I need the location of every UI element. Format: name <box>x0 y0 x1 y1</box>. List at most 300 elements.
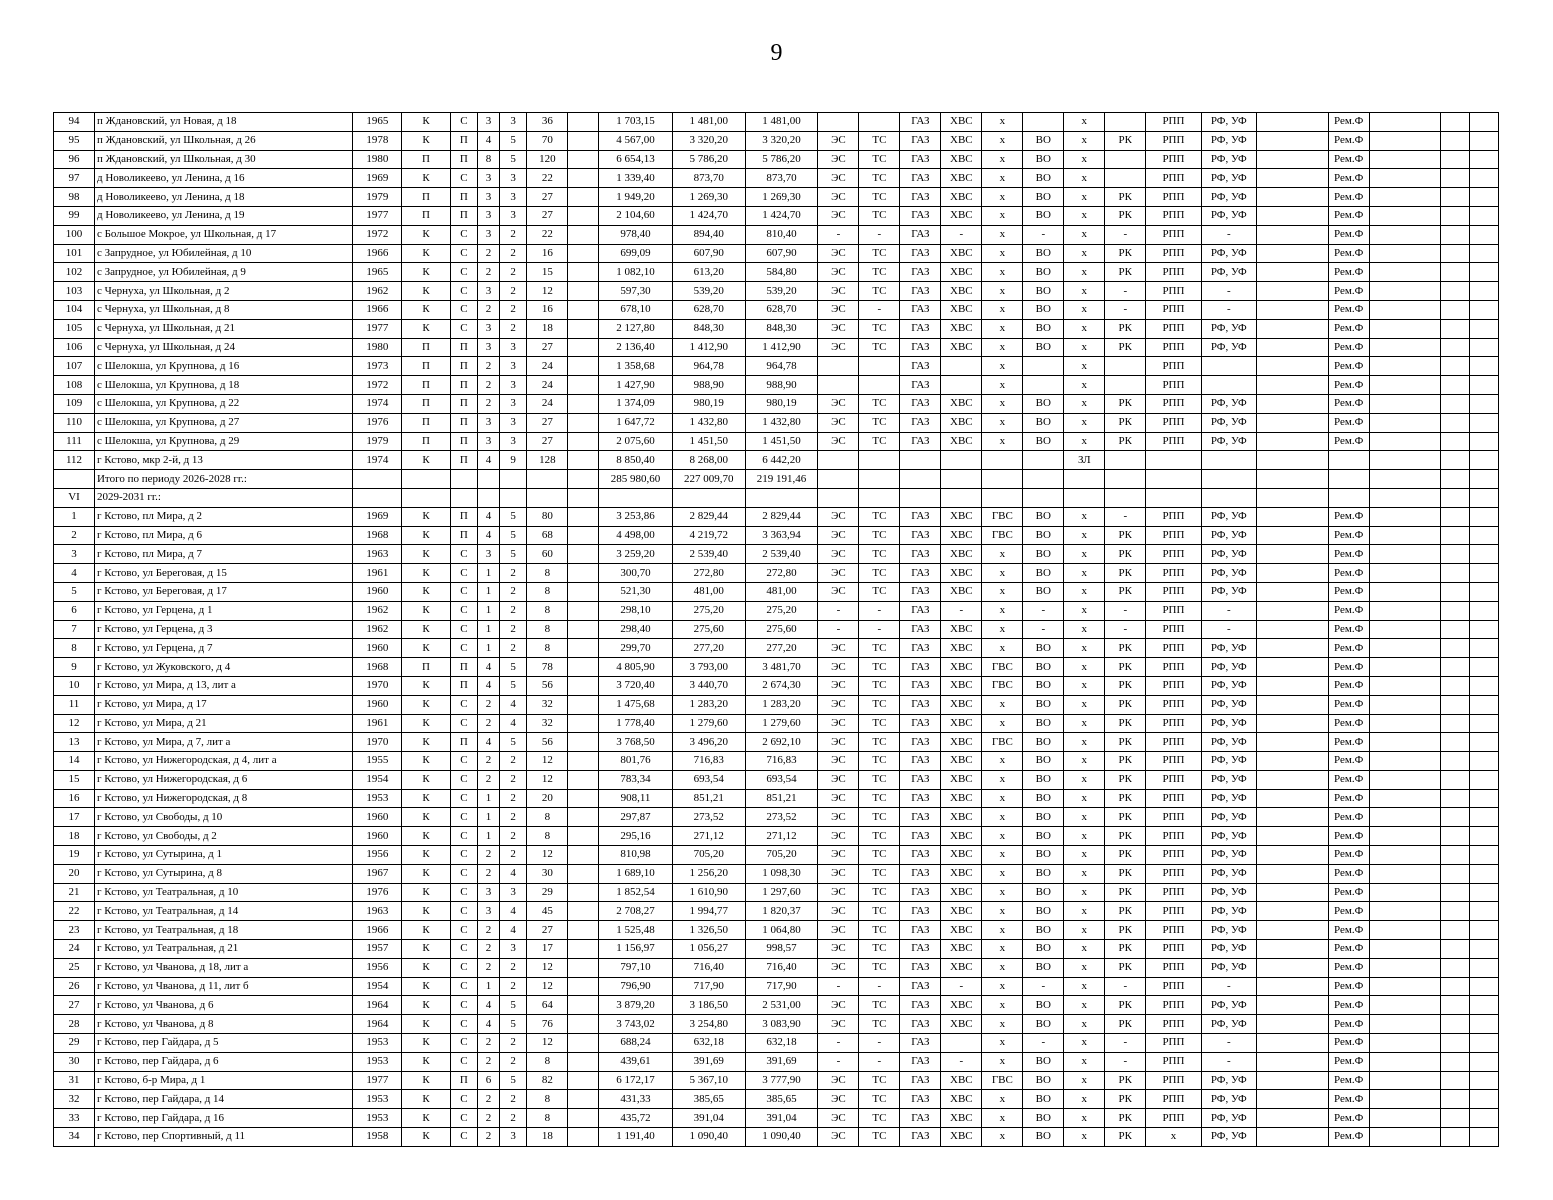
table-cell: х <box>982 827 1023 846</box>
table-row <box>54 770 1499 789</box>
table-cell <box>1369 846 1441 865</box>
table-cell: ГАЗ <box>900 1015 941 1034</box>
table-cell <box>1201 470 1256 489</box>
table-cell <box>1369 451 1441 470</box>
table-cell <box>568 770 599 789</box>
table-cell <box>568 789 599 808</box>
table-cell: П <box>450 150 478 169</box>
table-cell: ЭС <box>818 244 859 263</box>
table-cell: РФ, УФ <box>1201 958 1256 977</box>
table-cell: 3 <box>499 1128 527 1147</box>
table-cell: РПП <box>1146 338 1201 357</box>
table-cell: 391,69 <box>672 1052 745 1071</box>
table-cell: 2 <box>478 1128 500 1147</box>
table-cell <box>1256 1015 1328 1034</box>
table-cell <box>1369 131 1441 150</box>
table-cell: РПП <box>1146 1034 1201 1053</box>
table-cell <box>1146 488 1201 507</box>
table-cell <box>1369 394 1441 413</box>
table-cell: 277,20 <box>745 639 818 658</box>
table-cell: 1979 <box>353 432 402 451</box>
table-cell <box>1470 150 1499 169</box>
table-cell <box>1441 582 1470 601</box>
table-cell: ГАЗ <box>900 902 941 921</box>
table-cell: 693,54 <box>745 770 818 789</box>
table-cell: ВО <box>1023 1109 1064 1128</box>
table-cell: РФ, УФ <box>1201 770 1256 789</box>
row-number-cell: 18 <box>54 827 95 846</box>
table-cell <box>1256 488 1328 507</box>
row-number-cell: 13 <box>54 733 95 752</box>
table-cell <box>1369 1052 1441 1071</box>
table-cell: ВО <box>1023 789 1064 808</box>
table-cell: 2 <box>478 1090 500 1109</box>
table-cell: х <box>1064 1034 1105 1053</box>
table-cell: ГАЗ <box>900 225 941 244</box>
table-cell <box>1369 225 1441 244</box>
table-cell: Рем.Ф <box>1328 639 1369 658</box>
table-cell: С <box>450 225 478 244</box>
table-cell: К <box>402 770 450 789</box>
table-cell: 2 <box>499 300 527 319</box>
table-cell: ВО <box>1023 940 1064 959</box>
table-cell: ТС <box>859 864 900 883</box>
table-cell: 8 <box>527 1052 568 1071</box>
table-cell: ГАЗ <box>900 564 941 583</box>
table-cell: х <box>982 1090 1023 1109</box>
table-cell: РФ, УФ <box>1201 545 1256 564</box>
table-cell: ХВС <box>941 695 982 714</box>
table-cell: 3 320,20 <box>745 131 818 150</box>
table-cell <box>568 752 599 771</box>
row-number-cell: 11 <box>54 695 95 714</box>
row-number-cell: 99 <box>54 206 95 225</box>
table-cell: 2 <box>499 789 527 808</box>
table-cell: ГАЗ <box>900 244 941 263</box>
table-cell: ТС <box>859 545 900 564</box>
row-number-cell: 109 <box>54 394 95 413</box>
table-row <box>54 733 1499 752</box>
table-cell: К <box>402 169 450 188</box>
address-cell: г Кстово, ул Береговая, д 17 <box>94 582 352 601</box>
address-cell: г Кстово, ул Театральная, д 14 <box>94 902 352 921</box>
table-cell <box>1369 319 1441 338</box>
table-cell <box>1256 808 1328 827</box>
table-cell: Рем.Ф <box>1328 169 1369 188</box>
table-cell: х <box>1146 1128 1201 1147</box>
table-cell: ТС <box>859 526 900 545</box>
table-cell: 1964 <box>353 996 402 1015</box>
table-cell <box>1470 752 1499 771</box>
table-cell <box>1470 206 1499 225</box>
table-cell: х <box>982 996 1023 1015</box>
table-cell <box>941 1034 982 1053</box>
table-cell: ТС <box>859 263 900 282</box>
address-cell: г Кстово, ул Нижегородская, д 8 <box>94 789 352 808</box>
table-cell: ТС <box>859 940 900 959</box>
table-cell: ВО <box>1023 733 1064 752</box>
table-cell <box>1441 676 1470 695</box>
table-cell <box>1470 1090 1499 1109</box>
table-cell: Рем.Ф <box>1328 808 1369 827</box>
table-cell <box>1023 470 1064 489</box>
table-cell: х <box>982 620 1023 639</box>
table-cell <box>900 451 941 470</box>
table-cell: 27 <box>527 921 568 940</box>
table-cell: 1962 <box>353 282 402 301</box>
table-cell: х <box>982 282 1023 301</box>
table-cell <box>1369 1015 1441 1034</box>
table-cell: П <box>450 733 478 752</box>
table-cell: 848,30 <box>672 319 745 338</box>
table-cell: - <box>1105 300 1146 319</box>
table-cell: 3 481,70 <box>745 658 818 677</box>
table-cell <box>1256 714 1328 733</box>
table-cell: РК <box>1105 883 1146 902</box>
table-cell: РФ, УФ <box>1201 639 1256 658</box>
table-cell: ХВС <box>941 864 982 883</box>
table-cell <box>527 470 568 489</box>
table-cell <box>1470 319 1499 338</box>
table-cell: х <box>1064 113 1105 132</box>
table-cell: 4 219,72 <box>672 526 745 545</box>
table-cell: ВО <box>1023 526 1064 545</box>
table-cell: 12 <box>527 958 568 977</box>
table-cell: 4 <box>478 733 500 752</box>
table-cell: ХВС <box>941 846 982 865</box>
table-cell: 1953 <box>353 1034 402 1053</box>
table-cell: 3 <box>478 413 500 432</box>
table-cell: х <box>1064 545 1105 564</box>
table-cell: 3 <box>499 357 527 376</box>
table-cell <box>568 488 599 507</box>
table-row <box>54 658 1499 677</box>
table-cell: РПП <box>1146 921 1201 940</box>
table-cell <box>1256 921 1328 940</box>
table-cell: К <box>402 282 450 301</box>
table-cell <box>1470 1128 1499 1147</box>
table-cell: - <box>1105 620 1146 639</box>
table-cell: 24 <box>527 394 568 413</box>
row-number-cell: 14 <box>54 752 95 771</box>
address-cell: г Кстово, ул Театральная, д 18 <box>94 921 352 940</box>
table-cell: 2 <box>499 958 527 977</box>
table-cell: ЭС <box>818 958 859 977</box>
table-cell: х <box>1064 131 1105 150</box>
table-cell: х <box>1064 319 1105 338</box>
table-cell: х <box>982 1128 1023 1147</box>
table-cell <box>1256 300 1328 319</box>
table-cell: П <box>450 413 478 432</box>
table-cell: 2 <box>499 620 527 639</box>
table-cell: 1 949,20 <box>599 188 673 207</box>
table-cell: х <box>1064 658 1105 677</box>
table-cell: 1 326,50 <box>672 921 745 940</box>
table-row <box>54 545 1499 564</box>
table-cell <box>499 470 527 489</box>
table-cell: 3 <box>478 883 500 902</box>
table-cell: х <box>1064 940 1105 959</box>
table-cell: 1 156,97 <box>599 940 673 959</box>
table-cell: 1961 <box>353 714 402 733</box>
table-cell: 3 <box>499 883 527 902</box>
table-cell: ВО <box>1023 1071 1064 1090</box>
table-cell: С <box>450 864 478 883</box>
table-cell <box>1470 470 1499 489</box>
table-cell: П <box>450 394 478 413</box>
table-cell: 597,30 <box>599 282 673 301</box>
table-cell: С <box>450 1034 478 1053</box>
table-cell: 1963 <box>353 902 402 921</box>
table-cell: РПП <box>1146 300 1201 319</box>
address-cell: д Новоликеево, ул Ленина, д 18 <box>94 188 352 207</box>
address-cell: п Ждановский, ул Школьная, д 26 <box>94 131 352 150</box>
table-cell <box>1441 1090 1470 1109</box>
table-cell <box>1441 658 1470 677</box>
table-cell <box>568 244 599 263</box>
table-cell <box>1256 507 1328 526</box>
table-cell: 1 432,80 <box>672 413 745 432</box>
table-cell: 24 <box>527 376 568 395</box>
table-cell: ЭС <box>818 413 859 432</box>
table-cell: х <box>1064 1109 1105 1128</box>
table-cell <box>818 451 859 470</box>
table-cell <box>818 470 859 489</box>
table-cell: Рем.Ф <box>1328 770 1369 789</box>
address-cell: с Чернуха, ул Школьная, д 8 <box>94 300 352 319</box>
table-cell: РПП <box>1146 188 1201 207</box>
table-cell: 851,21 <box>672 789 745 808</box>
table-cell: К <box>402 319 450 338</box>
table-cell: П <box>402 206 450 225</box>
table-cell: ХВС <box>941 883 982 902</box>
table-cell: ЭС <box>818 394 859 413</box>
table-cell: ХВС <box>941 658 982 677</box>
table-cell: х <box>982 188 1023 207</box>
table-cell <box>568 977 599 996</box>
table-cell <box>568 263 599 282</box>
table-cell: 894,40 <box>672 225 745 244</box>
table-cell: 481,00 <box>745 582 818 601</box>
table-cell: 5 <box>499 1015 527 1034</box>
table-cell: ТС <box>859 752 900 771</box>
table-cell: С <box>450 169 478 188</box>
table-cell: РК <box>1105 1128 1146 1147</box>
address-cell: с Шелокша, ул Крупнова, д 22 <box>94 394 352 413</box>
table-cell: х <box>1064 846 1105 865</box>
table-cell: РК <box>1105 1071 1146 1090</box>
table-cell: х <box>982 977 1023 996</box>
table-cell <box>1369 206 1441 225</box>
row-number-cell: 107 <box>54 357 95 376</box>
table-cell <box>1441 507 1470 526</box>
table-cell <box>900 470 941 489</box>
table-cell: х <box>982 432 1023 451</box>
table-cell: х <box>982 601 1023 620</box>
table-cell: 1968 <box>353 658 402 677</box>
table-cell: РПП <box>1146 357 1201 376</box>
table-cell: РПП <box>1146 752 1201 771</box>
table-cell <box>1369 188 1441 207</box>
table-cell: ТС <box>859 432 900 451</box>
table-cell: - <box>859 601 900 620</box>
table-cell <box>1470 770 1499 789</box>
table-cell: 2 <box>478 752 500 771</box>
table-cell: 1962 <box>353 620 402 639</box>
table-row <box>54 451 1499 470</box>
table-cell: 1960 <box>353 695 402 714</box>
table-row <box>54 1128 1499 1147</box>
table-row <box>54 394 1499 413</box>
table-cell: 1 056,27 <box>672 940 745 959</box>
table-row <box>54 131 1499 150</box>
table-cell: 227 009,70 <box>672 470 745 489</box>
table-cell: РПП <box>1146 225 1201 244</box>
table-cell: 1 778,40 <box>599 714 673 733</box>
table-cell: РФ, УФ <box>1201 864 1256 883</box>
table-cell: 1 427,90 <box>599 376 673 395</box>
table-cell <box>1470 789 1499 808</box>
table-cell: ГАЗ <box>900 808 941 827</box>
table-cell: РПП <box>1146 996 1201 1015</box>
table-cell: 2 <box>478 864 500 883</box>
table-cell: 1958 <box>353 1128 402 1147</box>
table-cell: ГАЗ <box>900 376 941 395</box>
table-cell: 699,09 <box>599 244 673 263</box>
table-cell <box>1369 1128 1441 1147</box>
table-cell <box>672 488 745 507</box>
table-cell: х <box>1064 338 1105 357</box>
table-cell: ТС <box>859 244 900 263</box>
table-cell: - <box>1023 620 1064 639</box>
table-cell <box>1470 432 1499 451</box>
table-cell: 797,10 <box>599 958 673 977</box>
table-cell: Рем.Ф <box>1328 545 1369 564</box>
table-cell: 4 <box>478 451 500 470</box>
table-cell: 5 367,10 <box>672 1071 745 1090</box>
table-cell: - <box>818 1034 859 1053</box>
table-cell: РК <box>1105 188 1146 207</box>
table-cell: С <box>450 564 478 583</box>
table-cell: 1 689,10 <box>599 864 673 883</box>
table-cell: 1964 <box>353 1015 402 1034</box>
address-cell: с Чернуха, ул Школьная, д 2 <box>94 282 352 301</box>
table-cell <box>1105 376 1146 395</box>
table-cell <box>1470 413 1499 432</box>
table-cell <box>1470 300 1499 319</box>
table-cell: ТС <box>859 188 900 207</box>
table-cell <box>568 564 599 583</box>
table-cell: Рем.Ф <box>1328 846 1369 865</box>
table-cell: К <box>402 996 450 1015</box>
table-cell: 521,30 <box>599 582 673 601</box>
table-cell: К <box>402 1052 450 1071</box>
address-cell: с Шелокша, ул Крупнова, д 27 <box>94 413 352 432</box>
table-cell <box>568 526 599 545</box>
address-cell: Итого по периоду 2026-2028 гг.: <box>94 470 352 489</box>
table-row <box>54 282 1499 301</box>
table-cell: 2 127,80 <box>599 319 673 338</box>
table-cell: П <box>450 658 478 677</box>
table-cell <box>1441 1128 1470 1147</box>
table-cell <box>568 169 599 188</box>
table-cell: ТС <box>859 996 900 1015</box>
table-cell: 78 <box>527 658 568 677</box>
table-cell: К <box>402 676 450 695</box>
table-cell: РК <box>1105 338 1146 357</box>
row-number-cell: 2 <box>54 526 95 545</box>
table-cell: 2 <box>478 263 500 282</box>
table-cell: 1 481,00 <box>745 113 818 132</box>
table-cell: 5 <box>499 658 527 677</box>
table-cell: ГАЗ <box>900 300 941 319</box>
table-cell: 2 <box>499 639 527 658</box>
table-cell: ХВС <box>941 206 982 225</box>
table-cell: 2 <box>478 300 500 319</box>
table-cell: 1962 <box>353 601 402 620</box>
row-number-cell: 98 <box>54 188 95 207</box>
table-cell: РФ, УФ <box>1201 113 1256 132</box>
table-cell <box>1470 1109 1499 1128</box>
table-cell <box>1256 432 1328 451</box>
table-cell: РК <box>1105 827 1146 846</box>
table-cell: 435,72 <box>599 1109 673 1128</box>
table-cell: 1 412,90 <box>672 338 745 357</box>
table-cell: - <box>1023 1034 1064 1053</box>
address-cell: г Кстово, ул Сутырина, д 1 <box>94 846 352 865</box>
table-cell: 27 <box>527 338 568 357</box>
table-cell: ХВС <box>941 639 982 658</box>
table-cell: 2 <box>478 394 500 413</box>
table-cell: К <box>402 639 450 658</box>
table-cell: РПП <box>1146 846 1201 865</box>
table-cell: ХВС <box>941 808 982 827</box>
table-cell: 22 <box>527 169 568 188</box>
table-cell: 1 <box>478 564 500 583</box>
table-cell <box>1023 488 1064 507</box>
table-cell: 1979 <box>353 188 402 207</box>
table-cell: ВО <box>1023 770 1064 789</box>
table-cell <box>1369 1109 1441 1128</box>
table-cell <box>1369 545 1441 564</box>
table-cell: 4 <box>478 507 500 526</box>
table-cell <box>1256 319 1328 338</box>
table-cell: 68 <box>527 526 568 545</box>
table-cell: 783,34 <box>599 770 673 789</box>
table-cell: РФ, УФ <box>1201 244 1256 263</box>
table-cell <box>1441 244 1470 263</box>
table-cell <box>1470 169 1499 188</box>
table-cell: РФ, УФ <box>1201 1090 1256 1109</box>
table-cell: 2 <box>499 770 527 789</box>
table-cell <box>1256 169 1328 188</box>
table-cell: х <box>1064 1052 1105 1071</box>
table-cell: РФ, УФ <box>1201 883 1256 902</box>
table-cell: 385,65 <box>745 1090 818 1109</box>
table-cell: 8 <box>527 827 568 846</box>
table-cell: Рем.Ф <box>1328 413 1369 432</box>
table-cell: 2 <box>478 1034 500 1053</box>
table-cell <box>1369 695 1441 714</box>
table-cell: РПП <box>1146 770 1201 789</box>
table-cell: РФ, УФ <box>1201 1015 1256 1034</box>
table-cell <box>1470 695 1499 714</box>
table-cell: ЭС <box>818 131 859 150</box>
table-cell <box>1441 188 1470 207</box>
table-cell: 1977 <box>353 206 402 225</box>
table-cell: ТС <box>859 582 900 601</box>
table-cell: С <box>450 582 478 601</box>
